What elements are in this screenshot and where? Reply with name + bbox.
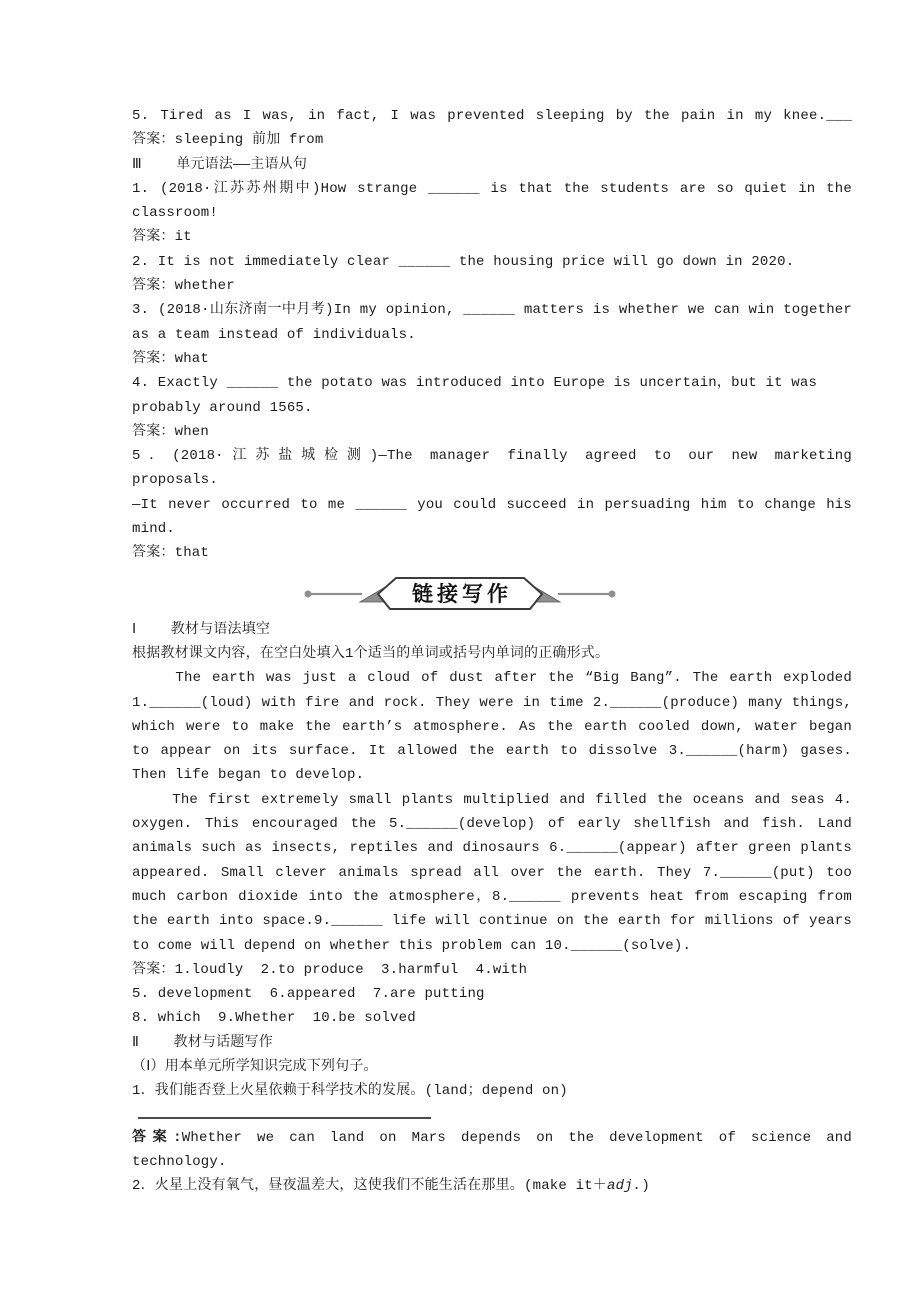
text-line: 答案：1.loudly 2.to produce 3.harmful 4.with [132,961,528,978]
text-line: 答案：when [132,423,210,440]
text-line: 5．(2018·江苏盐城检测)—The manager finally agreed to our new marketing [132,448,852,465]
text-line: （Ⅰ）用本单元所学知识完成下列句子。 [132,1058,378,1075]
section-heading: Ⅲ 单元语法——主语从句 [132,156,308,173]
text-line: 2. It is not immediately clear ______ the housing price will go down in 2020. [132,253,795,270]
text-segment: 2．火星上没有氧气，昼夜温差大，这使我们不能生活在那里。(make it＋ [132,1178,608,1195]
text-line: 1.______(loud) with fire and rock. They were in time 2.______(produce) many things, [132,694,852,711]
text-line: appeared. Small clever animals spread all over the earth. They 7.______(put) too [132,864,852,881]
text-line: 答案：what [132,350,210,367]
text-line: mind. [132,521,176,538]
text-line: 5. development 6.appeared 7.are putting [132,986,485,1003]
text-line: probably around 1565. [132,399,313,416]
text-line: 1．我们能否登上火星依赖于科学技术的发展。(land；depend on) [132,1083,568,1100]
exercise-correction-tail [132,104,852,153]
text-line: 5. Tired as I was, in fact, I was prevented sleeping by the pain in my knee.___ [132,108,852,124]
text-line: the earth into space.9.______ life will continue on the earth for millions of years [132,913,852,930]
text-line: Then life began to develop. [132,767,365,784]
text-line: to appear on its surface. It allowed the earth to dissolve 3.______(harm) gases. [132,743,852,760]
unit-grammar [132,153,852,566]
text-line: to come will depend on whether this problem can 10.______(solve). [132,937,692,954]
topic-writing [132,1031,861,1199]
text-line: classroom! [132,205,219,222]
banner-ribbon-icon [300,568,620,616]
text-line: The first extremely small plants multiplied and filled the oceans and seas 4. [132,791,853,808]
text-line: much carbon dioxide into the atmosphere，8.______ prevents heat from escaping from [132,888,852,905]
text-line: —It never occurred to me ______ you could succeed in persuading him to change his [132,496,852,513]
answer-label: 答案: [132,1129,182,1146]
section-heading: Ⅱ 教材与话题写作 [132,1034,273,1051]
text-line: proposals. [132,472,219,489]
answer-blank-line [138,1117,431,1119]
banner-label: 链接写作 [412,582,512,606]
text-line: 答案：whether [132,278,235,295]
text-line: as a team instead of individuals. [132,326,416,343]
text-segment: Whether we can land on Mars depends on the development of science and technology. [132,1129,861,1170]
text-line [132,1174,852,1198]
text-line: 答案：sleeping 前加 from [132,132,324,149]
text-line: 1. (2018·江苏苏州期中)How strange ______ is that the students are so quiet in the [132,180,852,197]
text-line: 4. Exactly ______ the potato was introduced into Europe is uncertain，but it was [132,375,818,392]
text-line: animals such as insects, reptiles and dinosaurs 6.______(appear) after green plants [132,840,852,857]
text-line [132,1126,861,1175]
italic-term: adj. [607,1178,642,1195]
section-heading: Ⅰ 教材与语法填空 [132,621,271,638]
text-line: 3. (2018·山东济南一中月考)In my opinion, ______ matters is whether we can win together [132,302,852,319]
link-writing-banner [132,568,852,616]
text-line: 答案：that [132,545,210,562]
text-segment: ) [641,1178,651,1195]
text-line: which were to make the earth’s atmosphere. As the earth cooled down, water began [132,718,852,735]
text-line: 答案：it [132,229,192,246]
text-line: 根据教材课文内容，在空白处填入1个适当的单词或括号内单词的正确形式。 [132,645,610,662]
text-line: oxygen. This encouraged the 5.______(develop) of early shellfish and fish. Land [132,816,852,833]
text-line: 8. which 9.Whether 10.be solved [132,1010,416,1027]
grammar-fill [132,618,852,1031]
text-line: The earth was just a cloud of dust after the “Big Bang”. The earth exploded [132,670,852,687]
